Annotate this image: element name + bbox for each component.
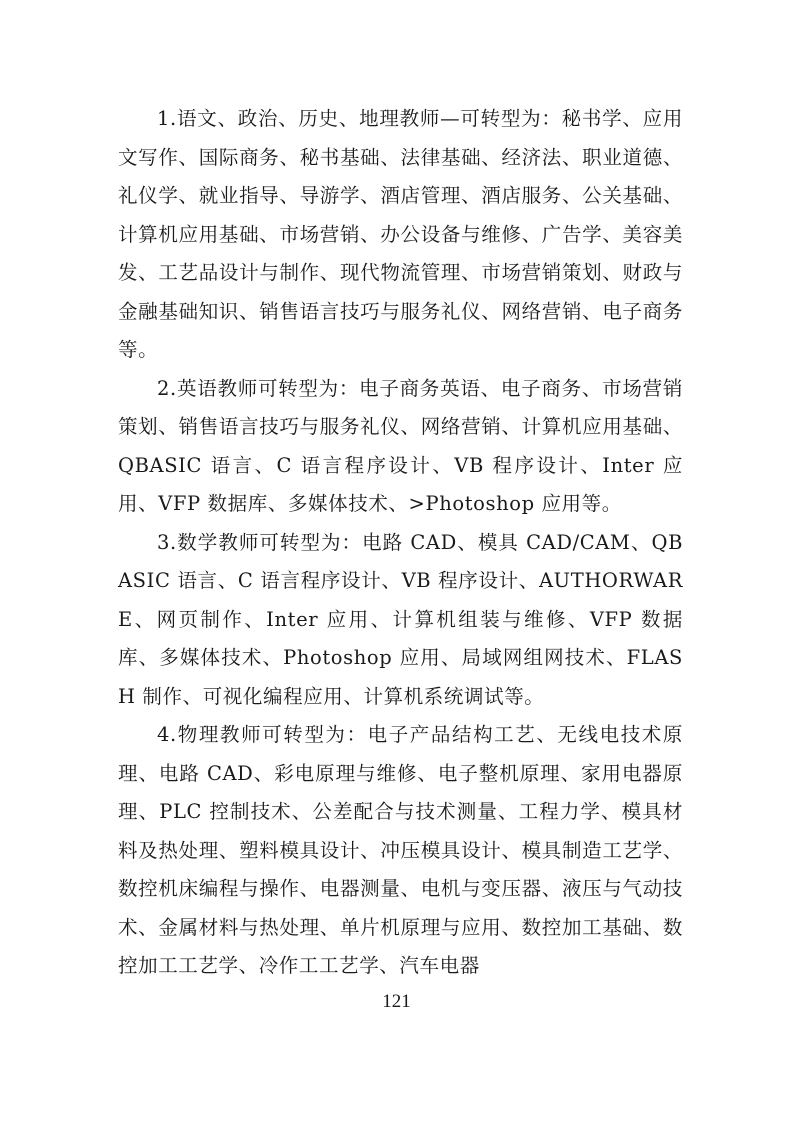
paragraph-4: 4.物理教师可转型为：电子产品结构工艺、无线电技术原理、电路 CAD、彩电原理与维修、电子整机原理、家用电器原理、PLC 控制技术、公差配合与技术测量、工程力学、模具材料及热处理、塑料模具设计、冲压模具设计、模具制造工艺学、数控机床编程与操作、电器测量、电机与变压器、液压与气动技术、金属材料与热处理、单片机原理与应用、数控加工基础、数控加工工艺学、冷作工工艺学、汽车电器: [118, 723, 683, 977]
paragraph-2: 2.英语教师可转型为：电子商务英语、电子商务、市场营销策划、销售语言技巧与服务礼仪、网络营销、计算机应用基础、QBASIC 语言、C 语言程序设计、VB 程序设计、Inter 应用、VFP 数据库、多媒体技术、>Photoshop 应用等。: [118, 376, 683, 515]
paragraph-3: 3.数学教师可转型为：电路 CAD、模具 CAD/CAM、QBASIC 语言、C 语言程序设计、VB 程序设计、AUTHORWARE、网页制作、Inter 应用、计算机组装与维修、VFP 数据库、多媒体技术、Photoshop 应用、局域网组网技术、FLASH 制作、可视化编程应用、计算机系统调试等。: [118, 530, 683, 708]
body-text: [118, 100, 683, 986]
page-number: 121: [382, 991, 411, 1012]
paragraph-1: 1.语文、政治、历史、地理教师—可转型为：秘书学、应用文写作、国际商务、秘书基础、法律基础、经济法、职业道德、礼仪学、就业指导、导游学、酒店管理、酒店服务、公关基础、计算机应用基础、市场营销、办公设备与维修、广告学、美容美发、工艺品设计与制作、现代物流管理、市场营销策划、财政与金融基础知识、销售语言技巧与服务礼仪、网络营销、电子商务等。: [118, 107, 683, 361]
